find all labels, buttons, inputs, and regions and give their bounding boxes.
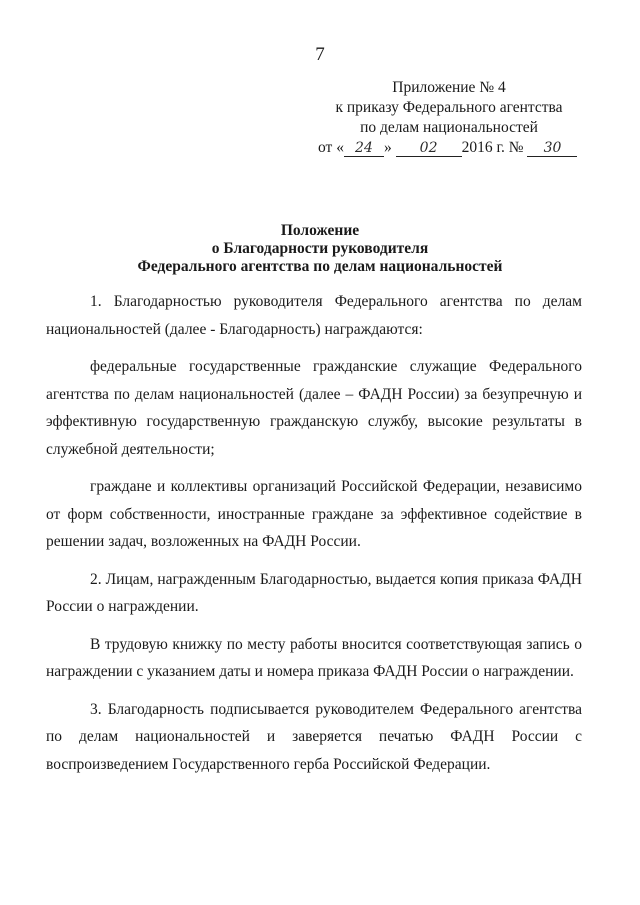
order-number-handwritten: 30 (543, 140, 562, 156)
appendix-header (318, 78, 580, 158)
date-day-field (344, 140, 384, 157)
page-number: 7 (315, 44, 325, 65)
paragraph-1: 1. Благодарностью руководителя Федерального агентства по делам национальностей (далее - Благодарность) награждаются: (46, 293, 582, 338)
date-quote-close: » (383, 139, 392, 156)
title-line-3: Федерального агентства по делам национальностей (137, 258, 503, 275)
document-title (0, 222, 640, 276)
appendix-order-ref: к приказу Федерального агентства (335, 99, 563, 116)
paragraph-6: 3. Благодарность подписывается руководителем Федерального агентства по делам национальностей и заверяется печатью ФАДН России с воспроизведением Государственного герба Российской Федерации. (46, 700, 582, 773)
paragraph-4: 2. Лицам, награжденным Благодарностью, выдается копия приказа ФАДН России о награждении. (46, 570, 582, 615)
appendix-title: Приложение № 4 (392, 79, 506, 96)
title-line-2: о Благодарности руководителя (211, 240, 429, 257)
paragraph-5: В трудовую книжку по месту работы вносится соответствующая запись о награждении с указанием даты и номера приказа ФАДН России о награждении. (46, 635, 582, 680)
date-prefix: от « (318, 139, 344, 156)
date-year-text: 2016 г. № (461, 139, 524, 156)
title-line-1: Положение (280, 222, 360, 239)
order-number-field (527, 140, 577, 157)
appendix-date-line (318, 138, 580, 158)
date-day-handwritten: 24 (355, 140, 373, 156)
paragraph-3: граждане и коллективы организаций Российской Федерации, независимо от форм собственности, иностранные граждане за эффективное содействие в решении задач, возложенных на ФАДН России. (46, 478, 582, 550)
document-body (46, 288, 582, 788)
date-month-handwritten: 02 (419, 140, 438, 156)
appendix-agency: по делам национальностей (360, 119, 538, 136)
date-month-field (396, 140, 462, 157)
paragraph-2: федеральные государственные гражданские служащие Федерального агентства по делам национальностей (далее – ФАДН России) за безупречную и эффективную государственную гражданскую службу, высокие результаты в служебной деятельности; (46, 358, 582, 458)
